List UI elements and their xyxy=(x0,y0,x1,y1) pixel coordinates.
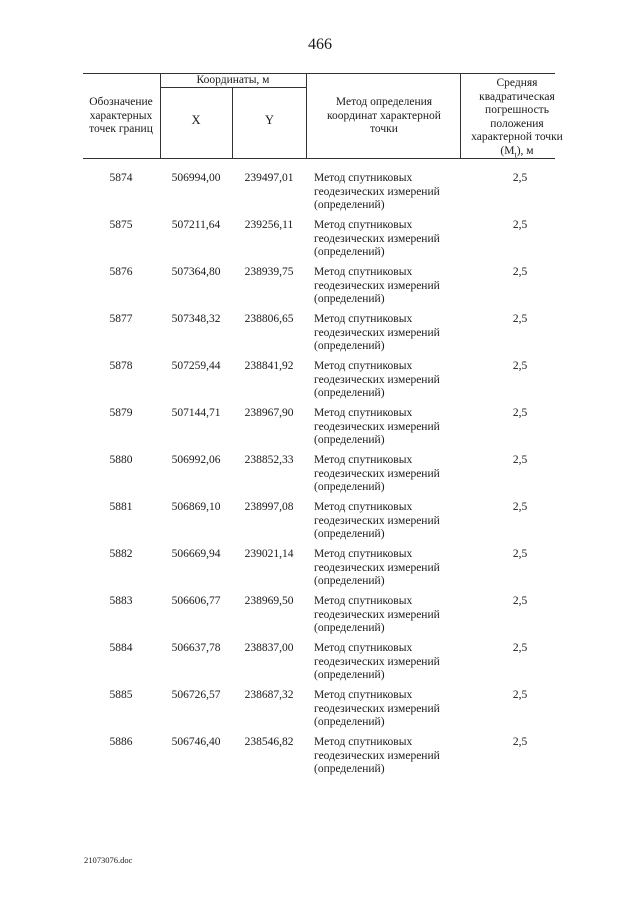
header-designation: Обозначение характерных точек границ xyxy=(89,96,153,135)
document-id: 21073076.doc xyxy=(84,855,133,865)
table-row xyxy=(0,313,640,360)
header-coordinates: Координаты, м xyxy=(196,74,270,86)
table-row xyxy=(0,407,640,454)
table-row xyxy=(0,689,640,736)
point-id: 5880 xyxy=(109,454,133,466)
method-text: Метод спутниковых геодезических измерений (определений) xyxy=(314,736,440,775)
coord-y: 238546,82 xyxy=(244,736,294,748)
coord-y: 239256,11 xyxy=(244,219,294,231)
error-value: 2,5 xyxy=(512,595,528,607)
header-method: Метод определения координат характерной точки xyxy=(327,96,441,135)
header-error-suffix: ), м xyxy=(516,144,534,157)
page-number: 466 xyxy=(308,36,332,53)
column-divider xyxy=(460,73,461,158)
error-value: 2,5 xyxy=(512,454,528,466)
coord-x: 507364,80 xyxy=(171,266,221,278)
point-id: 5877 xyxy=(109,313,133,325)
coord-x: 506669,94 xyxy=(171,548,221,560)
table-row xyxy=(0,642,640,689)
header-error-subscript: t xyxy=(514,149,517,159)
table-row xyxy=(0,219,640,266)
header-x: X xyxy=(191,113,201,127)
point-id: 5878 xyxy=(109,360,133,372)
error-value: 2,5 xyxy=(512,548,528,560)
table-row xyxy=(0,548,640,595)
point-id: 5876 xyxy=(109,266,133,278)
table-row xyxy=(0,501,640,548)
error-value: 2,5 xyxy=(512,736,528,748)
header-error-prefix: Средняя квадратическая погрешность положения характерной точки (M xyxy=(471,77,563,157)
coord-y: 238997,08 xyxy=(244,501,294,513)
coord-y: 239021,14 xyxy=(244,548,294,560)
method-text: Метод спутниковых геодезических измерений (определений) xyxy=(314,689,440,728)
point-id: 5885 xyxy=(109,689,133,701)
coord-y: 238841,92 xyxy=(244,360,294,372)
coord-y: 238837,00 xyxy=(244,642,294,654)
coord-x: 506994,00 xyxy=(171,172,221,184)
method-text: Метод спутниковых геодезических измерений (определений) xyxy=(314,313,440,352)
coord-y: 239497,01 xyxy=(244,172,294,184)
coord-x: 507144,71 xyxy=(171,407,221,419)
error-value: 2,5 xyxy=(512,642,528,654)
error-value: 2,5 xyxy=(512,313,528,325)
coord-y: 238806,65 xyxy=(244,313,294,325)
coord-x: 506869,10 xyxy=(171,501,221,513)
coord-x: 506992,06 xyxy=(171,454,221,466)
coord-x: 506726,57 xyxy=(171,689,221,701)
method-text: Метод спутниковых геодезических измерений (определений) xyxy=(314,642,440,681)
coord-x: 506606,77 xyxy=(171,595,221,607)
point-id: 5882 xyxy=(109,548,133,560)
error-value: 2,5 xyxy=(512,501,528,513)
table-row xyxy=(0,360,640,407)
method-text: Метод спутниковых геодезических измерений (определений) xyxy=(314,266,440,305)
table-row xyxy=(0,266,640,313)
table-row xyxy=(0,454,640,501)
table-row xyxy=(0,595,640,642)
table-row xyxy=(0,172,640,219)
error-value: 2,5 xyxy=(512,360,528,372)
coord-x: 506746,40 xyxy=(171,736,221,748)
coord-y: 238967,90 xyxy=(244,407,294,419)
coord-x: 507211,64 xyxy=(171,219,221,231)
point-id: 5884 xyxy=(109,642,133,654)
method-text: Метод спутниковых геодезических измерений (определений) xyxy=(314,454,440,493)
method-text: Метод спутниковых геодезических измерений (определений) xyxy=(314,501,440,540)
point-id: 5879 xyxy=(109,407,133,419)
method-text: Метод спутниковых геодезических измерений (определений) xyxy=(314,548,440,587)
table-row xyxy=(0,736,640,783)
header-error xyxy=(468,77,566,161)
point-id: 5874 xyxy=(109,172,133,184)
point-id: 5883 xyxy=(109,595,133,607)
header-y: Y xyxy=(264,113,275,127)
method-text: Метод спутниковых геодезических измерений (определений) xyxy=(314,360,440,399)
error-value: 2,5 xyxy=(512,689,528,701)
point-id: 5886 xyxy=(109,736,133,748)
coord-y: 238969,50 xyxy=(244,595,294,607)
column-divider xyxy=(306,73,307,158)
coord-y: 238852,33 xyxy=(244,454,294,466)
method-text: Метод спутниковых геодезических измерений (определений) xyxy=(314,219,440,258)
coord-x: 506637,78 xyxy=(171,642,221,654)
point-id: 5881 xyxy=(109,501,133,513)
method-text: Метод спутниковых геодезических измерений (определений) xyxy=(314,172,440,211)
error-value: 2,5 xyxy=(512,172,528,184)
coord-x: 507348,32 xyxy=(171,313,221,325)
coord-y: 238687,32 xyxy=(244,689,294,701)
error-value: 2,5 xyxy=(512,219,528,231)
error-value: 2,5 xyxy=(512,407,528,419)
coord-y: 238939,75 xyxy=(244,266,294,278)
method-text: Метод спутниковых геодезических измерений (определений) xyxy=(314,595,440,634)
error-value: 2,5 xyxy=(512,266,528,278)
method-text: Метод спутниковых геодезических измерений (определений) xyxy=(314,407,440,446)
table-top-border xyxy=(83,73,555,74)
point-id: 5875 xyxy=(109,219,133,231)
coord-x: 507259,44 xyxy=(171,360,221,372)
